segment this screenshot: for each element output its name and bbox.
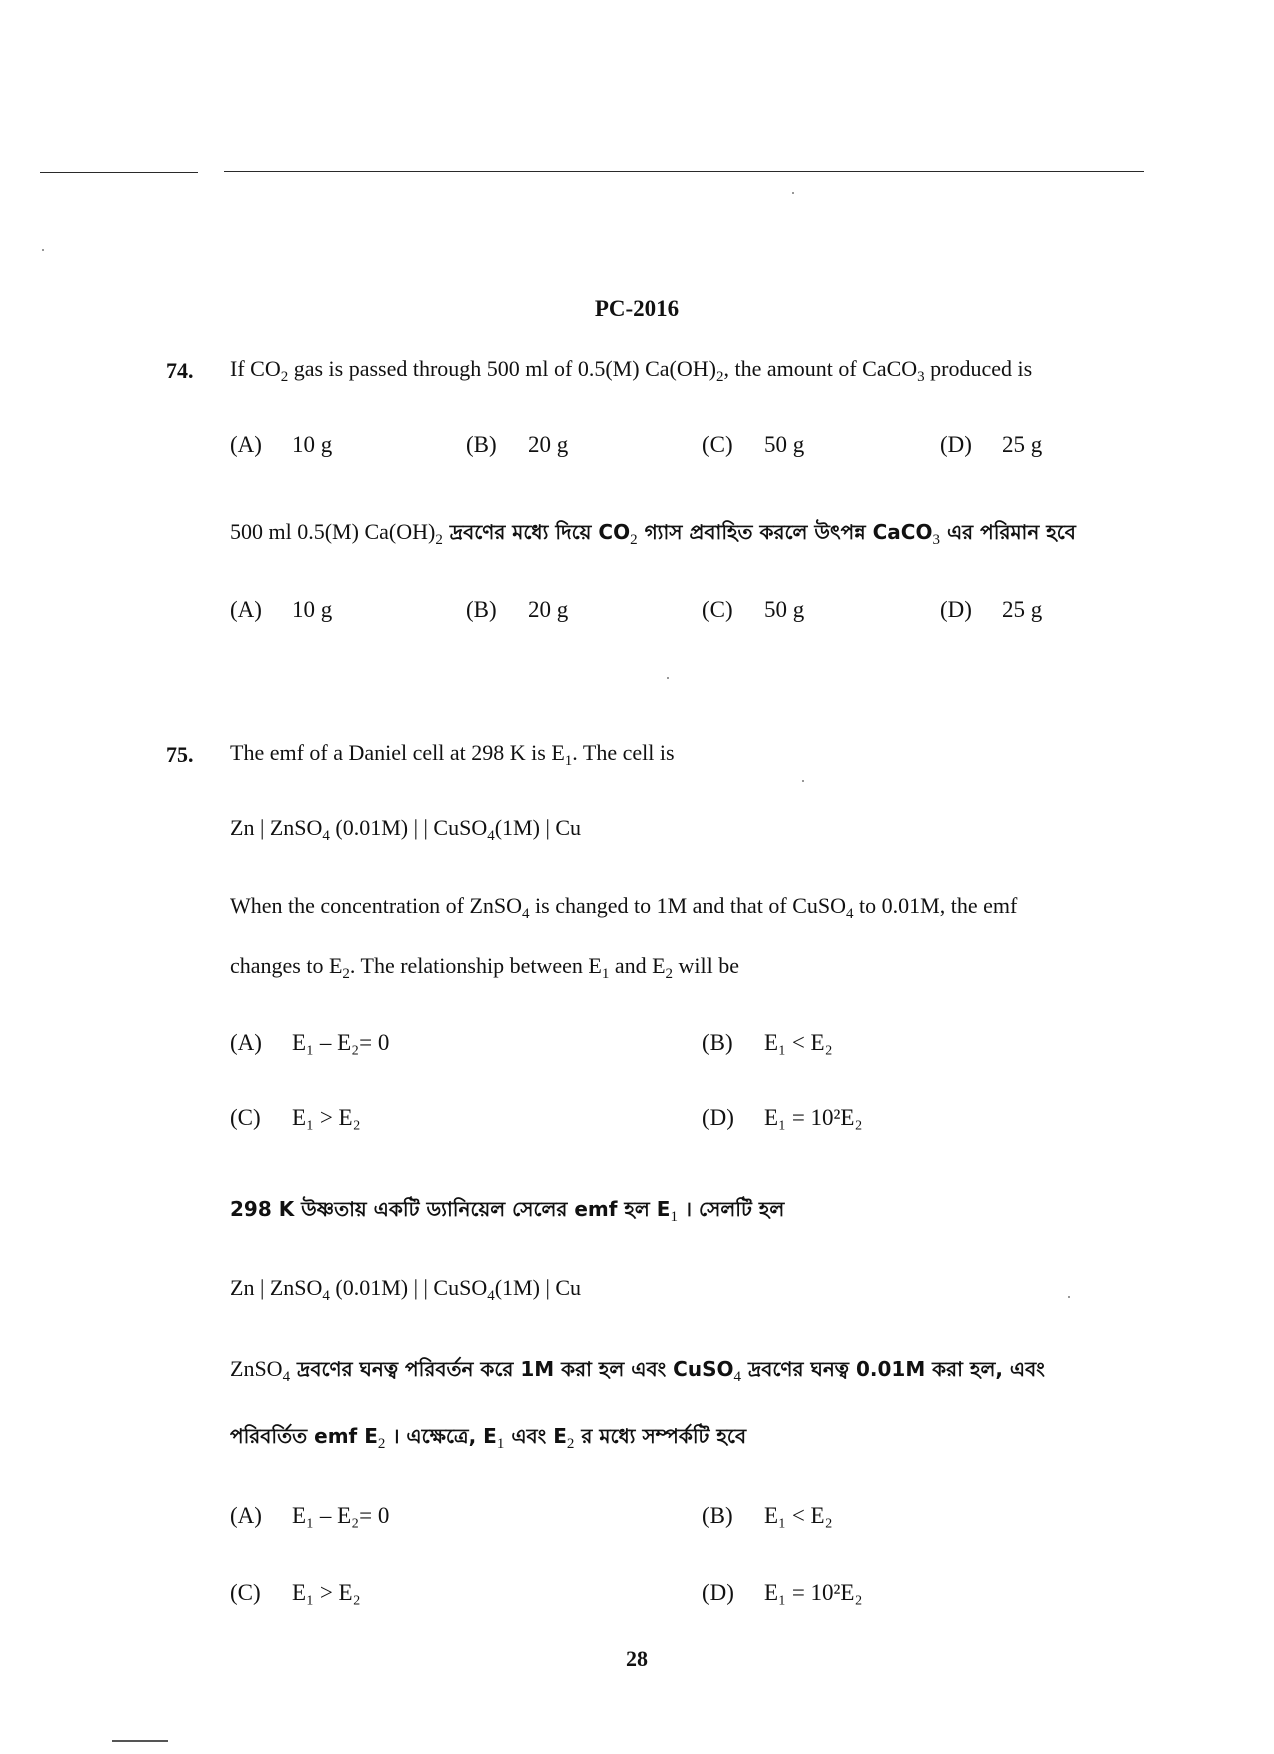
q75-bn-cell-notation: Zn | ZnSO$_4$ (0.01M) | | CuSO$_4$(1M) | Cu	[230, 1275, 582, 1304]
q75-bn-option-d: (D) E₁ = 10²E₂	[702, 1580, 863, 1605]
bottom-left-scan-mark	[112, 1740, 168, 1742]
q75-en-option-b: (B) E₁ < E₂	[702, 1030, 833, 1055]
scan-speck	[792, 192, 794, 194]
q75-en-line1: The emf of a Daniel cell at 298 K is $E_1$. The cell is	[230, 740, 675, 769]
scan-speck	[42, 249, 44, 251]
q75-bn-option-c: (C) E₁ > E₂	[230, 1580, 361, 1605]
q75-bn-option-b: (B) E₁ < E₂	[702, 1503, 833, 1528]
q75-en-line4: changes to $E_2$. The relationship between $E_1$ and $E_2$ will be	[230, 953, 740, 982]
q74-bn-option-c: (C) 50 g	[702, 597, 805, 622]
q74-en-option-d: (D) 25 g	[940, 432, 1043, 457]
question-number-74: 74.	[166, 358, 194, 383]
q75-en-line3: When the concentration of ZnSO$_4$ is changed to 1M and that of CuSO$_4$ to 0.01M, the emf	[230, 893, 1018, 922]
top-rule-left	[40, 172, 198, 173]
q75-bn-line3: ZnSO$_4$ দ্রবণের ঘনত্ব পরিবর্তন করে 1M করা হল এবং CuSO$_4$ দ্রবণের ঘনত্ব 0.01M করা হল, এবং	[230, 1356, 1045, 1385]
q75-bn-line1: 298 K উষ্ণতায় একটি ড্যানিয়েল সেলের emf হল $E_1$ । সেলটি হল	[230, 1197, 785, 1225]
top-rule-right	[224, 171, 1144, 172]
paper-code: PC-2016	[594, 296, 680, 321]
q75-en-option-a: (A) E₁ – E₂= 0	[230, 1030, 390, 1055]
q74-en-option-b: (B) 20 g	[466, 432, 569, 457]
q75-en-option-c: (C) E₁ > E₂	[230, 1105, 361, 1130]
q75-en-option-d: (D) E₁ = 10²E₂	[702, 1105, 863, 1130]
q74-english-text: If $CO_2$ gas is passed through 500 ml of 0.5(M) $Ca(OH)_2$, the amount of CaCO$_3$ produced is	[230, 356, 1033, 385]
scan-speck	[667, 677, 669, 679]
q74-bengali-text: 500 ml 0.5(M) $Ca(OH)_2$ দ্রবণের মধ্যে দিয়ে $CO_2$ গ্যাস প্রবাহিত করলে উৎপন্ন CaCO$_3$ এর পরিমান হবে	[230, 519, 1076, 548]
q75-en-cell-notation: Zn | ZnSO$_4$ (0.01M) | | CuSO$_4$(1M) | Cu	[230, 815, 582, 844]
question-number-75: 75.	[166, 742, 194, 767]
q74-en-option-a: (A) 10 g	[230, 432, 333, 457]
q74-en-option-c: (C) 50 g	[702, 432, 805, 457]
q74-bn-option-a: (A) 10 g	[230, 597, 333, 622]
q74-bn-option-d: (D) 25 g	[940, 597, 1043, 622]
q74-bn-option-b: (B) 20 g	[466, 597, 569, 622]
scan-speck	[802, 780, 804, 782]
page-number: 28	[626, 1646, 648, 1671]
q75-bn-option-a: (A) E₁ – E₂= 0	[230, 1503, 390, 1528]
q75-bn-line4: পরিবর্তিত emf $E_2$ । এক্ষেত্রে, $E_1$ এবং $E_2$ র মধ্যে সম্পর্কটি হবে	[230, 1424, 747, 1452]
scan-speck	[1068, 1296, 1070, 1298]
